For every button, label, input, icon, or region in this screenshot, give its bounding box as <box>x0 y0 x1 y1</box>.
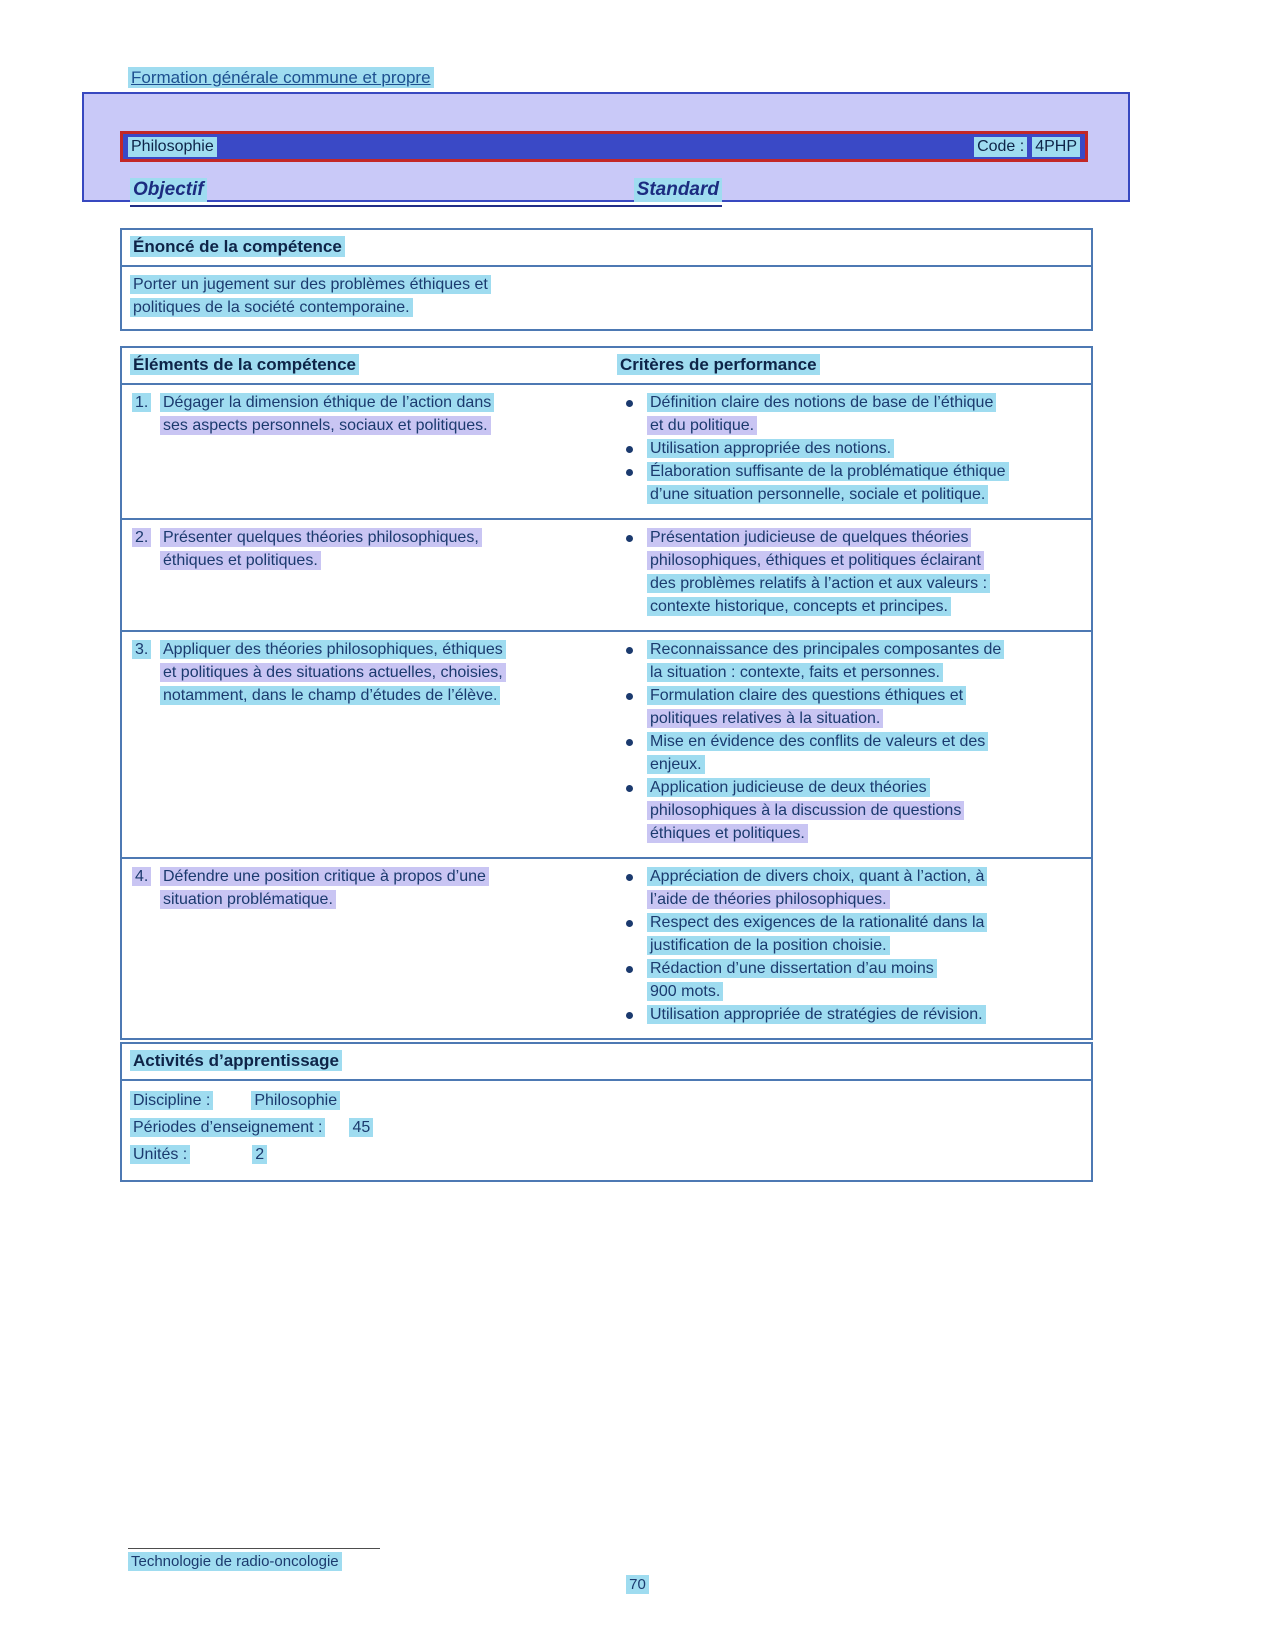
bullet-icon <box>626 966 633 973</box>
text-line <box>647 526 1087 549</box>
text-line <box>647 595 1087 618</box>
activity-value: 2 <box>252 1145 267 1164</box>
text-line <box>647 460 1087 483</box>
highlighted-text: philosophiques, éthiques et politiques éclairant <box>647 551 984 570</box>
elements-header-text: Éléments de la compétence <box>130 354 359 375</box>
enonce-title: Énoncé de la compétence <box>130 236 345 257</box>
text-line <box>160 638 506 661</box>
highlighted-text: situation problématique. <box>160 890 336 909</box>
page-number-text: 70 <box>626 1575 649 1594</box>
criteria-cell <box>617 520 1091 630</box>
highlighted-text: Défendre une position critique à propos d’une <box>160 867 489 886</box>
criterion-text <box>647 526 1087 618</box>
objectif-label: Objectif <box>130 178 207 202</box>
competence-table <box>120 346 1093 1040</box>
criterion-text <box>647 776 1087 845</box>
criterion-bullet <box>617 638 647 684</box>
criterion-item <box>617 684 1087 730</box>
highlighted-text: Définition claire des notions de base de l’éthique <box>647 393 996 412</box>
element-number <box>132 638 160 845</box>
text-line <box>647 572 1087 595</box>
criterion-text <box>647 1003 1087 1026</box>
highlighted-text: et du politique. <box>647 416 757 435</box>
criterion-item <box>617 526 1087 618</box>
highlighted-text: Respect des exigences de la rationalité dans la <box>647 913 987 932</box>
criterion-bullet <box>617 865 647 911</box>
criteria-cell <box>617 859 1091 1038</box>
criterion-text <box>647 911 1087 957</box>
competence-rows <box>122 385 1091 1038</box>
competence-row <box>122 385 1091 518</box>
competence-row <box>122 630 1091 857</box>
text-line <box>647 934 1087 957</box>
criteria-cell <box>617 632 1091 857</box>
elements-header-cell <box>122 348 617 383</box>
criterion-text <box>647 865 1087 911</box>
highlighted-text: Élaboration suffisante de la problématique éthique <box>647 462 1009 481</box>
text-line <box>647 684 1087 707</box>
highlighted-text: philosophiques à la discussion de questions <box>647 801 964 820</box>
activity-label: Discipline : <box>130 1091 213 1110</box>
criterion-item <box>617 437 1087 460</box>
element-number <box>132 526 160 618</box>
element-number-text: 2. <box>132 528 151 547</box>
section-label <box>128 68 434 88</box>
highlighted-text: Utilisation appropriée de stratégies de révision. <box>647 1005 986 1024</box>
highlighted-text: et politiques à des situations actuelles, choisies, <box>160 663 506 682</box>
course-code-label: Code : <box>974 137 1027 157</box>
highlighted-text: la situation : contexte, faits et personnes. <box>647 663 943 682</box>
criterion-bullet <box>617 391 647 437</box>
highlighted-text: l’aide de théories philosophiques. <box>647 890 890 909</box>
criterion-text <box>647 638 1087 684</box>
text-line <box>647 822 1087 845</box>
criterion-item <box>617 776 1087 845</box>
element-number-text: 3. <box>132 640 151 659</box>
criterion-item <box>617 911 1087 957</box>
criterion-text <box>647 460 1087 506</box>
criterion-bullet <box>617 957 647 1003</box>
text-line <box>647 483 1087 506</box>
text-line <box>647 661 1087 684</box>
highlighted-text: Appréciation de divers choix, quant à l’action, à <box>647 867 987 886</box>
text-line <box>130 296 1083 319</box>
criteria-cell <box>617 385 1091 518</box>
element-number-text: 1. <box>132 393 151 412</box>
section-label-text: Formation générale commune et propre <box>128 67 434 88</box>
page-number <box>0 1576 1275 1593</box>
highlighted-text: Formulation claire des questions éthiques et <box>647 686 966 705</box>
criterion-item <box>617 730 1087 776</box>
text-line <box>647 957 1087 980</box>
element-number <box>132 865 160 1026</box>
criterion-text <box>647 437 1087 460</box>
text-line <box>647 776 1087 799</box>
highlighted-text: Appliquer des théories philosophiques, éthiques <box>160 640 506 659</box>
criterion-bullet <box>617 1003 647 1026</box>
criterion-bullet <box>617 437 647 460</box>
element-text <box>160 526 482 618</box>
text-line <box>647 437 1087 460</box>
activity-row <box>130 1087 1083 1114</box>
competence-row <box>122 857 1091 1038</box>
highlighted-text: éthiques et politiques. <box>160 551 321 570</box>
text-line <box>647 911 1087 934</box>
highlighted-text: 900 mots. <box>647 982 723 1001</box>
bullet-icon <box>626 874 633 881</box>
criterion-item <box>617 865 1087 911</box>
activity-label: Périodes d’enseignement : <box>130 1118 325 1137</box>
highlighted-text: Présenter quelques théories philosophiques, <box>160 528 482 547</box>
activity-row <box>130 1141 1083 1168</box>
bullet-icon <box>626 1012 633 1019</box>
highlighted-text: politiques de la société contemporaine. <box>130 298 413 317</box>
text-line <box>647 730 1087 753</box>
course-code <box>974 137 1080 157</box>
element-cell <box>122 385 617 518</box>
criterion-text <box>647 684 1087 730</box>
criteres-header-text: Critères de performance <box>617 354 820 375</box>
competence-header-row <box>122 348 1091 385</box>
text-line <box>160 888 489 911</box>
bullet-icon <box>626 535 633 542</box>
criteres-header-cell <box>617 348 1091 383</box>
text-line <box>160 661 506 684</box>
highlighted-text: Porter un jugement sur des problèmes éthiques et <box>130 275 491 294</box>
objectif-standard-row <box>130 178 722 207</box>
text-line <box>160 549 482 572</box>
highlighted-text: justification de la position choisie. <box>647 936 890 955</box>
criterion-text <box>647 957 1087 1003</box>
text-line <box>647 638 1087 661</box>
text-line <box>160 684 506 707</box>
text-line <box>130 273 1083 296</box>
criterion-bullet <box>617 730 647 776</box>
activity-label: Unités : <box>130 1145 190 1164</box>
text-line <box>647 549 1087 572</box>
highlighted-text: Mise en évidence des conflits de valeurs et des <box>647 732 988 751</box>
criterion-text <box>647 391 1087 437</box>
footer-program-text: Technologie de radio-oncologie <box>128 1552 342 1571</box>
bullet-icon <box>626 400 633 407</box>
bullet-icon <box>626 693 633 700</box>
element-cell <box>122 859 617 1038</box>
highlighted-text: enjeux. <box>647 755 705 774</box>
highlighted-text: Reconnaissance des principales composantes de <box>647 640 1004 659</box>
criterion-bullet <box>617 526 647 618</box>
text-line <box>647 753 1087 776</box>
highlighted-text: d’une situation personnelle, sociale et politique. <box>647 485 988 504</box>
activites-title: Activités d’apprentissage <box>130 1050 342 1071</box>
highlighted-text: Rédaction d’une dissertation d’au moins <box>647 959 937 978</box>
criterion-item <box>617 460 1087 506</box>
enonce-table <box>120 228 1093 331</box>
element-number <box>132 391 160 506</box>
competence-row <box>122 518 1091 630</box>
highlighted-text: des problèmes relatifs à l’action et aux valeurs : <box>647 574 990 593</box>
highlighted-text: Utilisation appropriée des notions. <box>647 439 894 458</box>
standard-label: Standard <box>634 178 722 202</box>
element-number-text: 4. <box>132 867 151 886</box>
highlighted-text: politiques relatives à la situation. <box>647 709 883 728</box>
text-line <box>647 707 1087 730</box>
criterion-item <box>617 1003 1087 1026</box>
text-line <box>647 980 1087 1003</box>
element-cell <box>122 520 617 630</box>
text-line <box>160 391 494 414</box>
activity-value: Philosophie <box>251 1091 340 1110</box>
course-title: Philosophie <box>128 137 217 157</box>
activites-body <box>122 1081 1091 1180</box>
highlighted-text: notamment, dans le champ d’études de l’élève. <box>160 686 500 705</box>
element-text <box>160 391 494 506</box>
element-text <box>160 865 489 1026</box>
bullet-icon <box>626 920 633 927</box>
text-line <box>647 865 1087 888</box>
criterion-bullet <box>617 911 647 957</box>
text-line <box>160 865 489 888</box>
text-line <box>647 1003 1087 1026</box>
text-line <box>647 414 1087 437</box>
bullet-icon <box>626 446 633 453</box>
criterion-bullet <box>617 684 647 730</box>
bullet-icon <box>626 647 633 654</box>
element-text <box>160 638 506 845</box>
highlighted-text: ses aspects personnels, sociaux et politiques. <box>160 416 491 435</box>
course-code-value: 4PHP <box>1032 137 1080 157</box>
criterion-bullet <box>617 460 647 506</box>
highlighted-text: contexte historique, concepts et principes. <box>647 597 951 616</box>
criterion-bullet <box>617 776 647 845</box>
criterion-item <box>617 638 1087 684</box>
highlighted-text: Application judicieuse de deux théories <box>647 778 930 797</box>
text-line <box>160 526 482 549</box>
highlighted-text: Présentation judicieuse de quelques théories <box>647 528 971 547</box>
text-line <box>647 799 1087 822</box>
activites-header <box>122 1044 1091 1081</box>
course-panel <box>82 92 1130 202</box>
highlighted-text: Dégager la dimension éthique de l’action dans <box>160 393 494 412</box>
bullet-icon <box>626 469 633 476</box>
course-banner <box>120 131 1088 162</box>
activites-table <box>120 1042 1093 1182</box>
footer-program <box>128 1548 380 1570</box>
bullet-icon <box>626 739 633 746</box>
bullet-icon <box>626 785 633 792</box>
criterion-item <box>617 957 1087 1003</box>
activity-value: 45 <box>349 1118 373 1137</box>
activity-row <box>130 1114 1083 1141</box>
text-line <box>647 391 1087 414</box>
text-line <box>647 888 1087 911</box>
enonce-body <box>122 267 1091 329</box>
criterion-item <box>617 391 1087 437</box>
element-cell <box>122 632 617 857</box>
text-line <box>160 414 494 437</box>
enonce-header <box>122 230 1091 267</box>
highlighted-text: éthiques et politiques. <box>647 824 808 843</box>
criterion-text <box>647 730 1087 776</box>
